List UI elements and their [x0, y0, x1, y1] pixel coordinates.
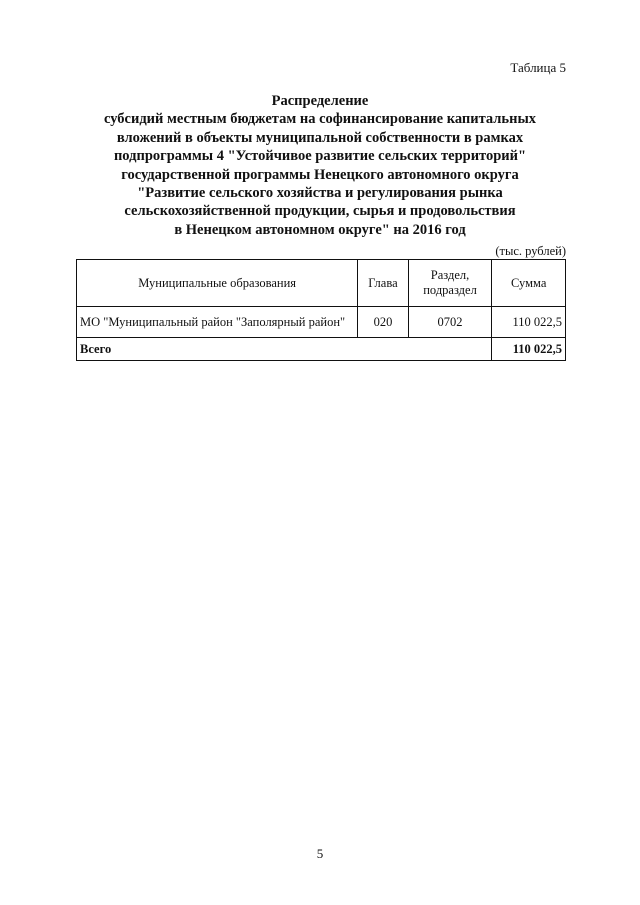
cell-razdel: 0702: [408, 307, 492, 338]
total-row: [77, 338, 566, 361]
total-label: Всего: [77, 338, 492, 361]
title-line: субсидий местным бюджетам на софинансирование капитальных: [103, 111, 537, 128]
title-line: Распределение: [271, 93, 369, 109]
header-razdel: [408, 260, 492, 307]
subsidy-table: [76, 259, 566, 361]
title-line: сельскохозяйственной продукции, сырья и продовольствия: [124, 203, 516, 220]
cell-municipality: МО "Муниципальный район "Заполярный район": [77, 307, 358, 338]
title-line: вложений в объекты муниципальной собственности в рамках: [116, 129, 524, 146]
title-line: в Ненецком автономном округе" на 2016 год: [174, 221, 466, 238]
cell-sum: 110 022,5: [492, 307, 566, 338]
header-glava: Глава: [358, 260, 408, 307]
document-title: [60, 92, 580, 239]
table-number: Таблица 5: [510, 60, 566, 75]
header-razdel-line1: Раздел,: [430, 268, 470, 282]
header-sum: Сумма: [492, 260, 566, 307]
title-line: подпрограммы 4 "Устойчивое развитие сельских территорий": [113, 148, 527, 165]
page-number: 5: [316, 846, 324, 861]
title-line: "Развитие сельского хозяйства и регулирования рынка: [137, 185, 503, 202]
header-municipalities: Муниципальные образования: [77, 260, 358, 307]
total-sum: 110 022,5: [492, 338, 566, 361]
table-header-row: [77, 260, 566, 307]
title-line: государственной программы Ненецкого автономного округа: [121, 166, 519, 183]
table-row: [77, 307, 566, 338]
units-label: (тыс. рублей): [495, 244, 566, 258]
cell-glava: 020: [358, 307, 408, 338]
header-razdel-line2: подраздел: [423, 283, 477, 297]
